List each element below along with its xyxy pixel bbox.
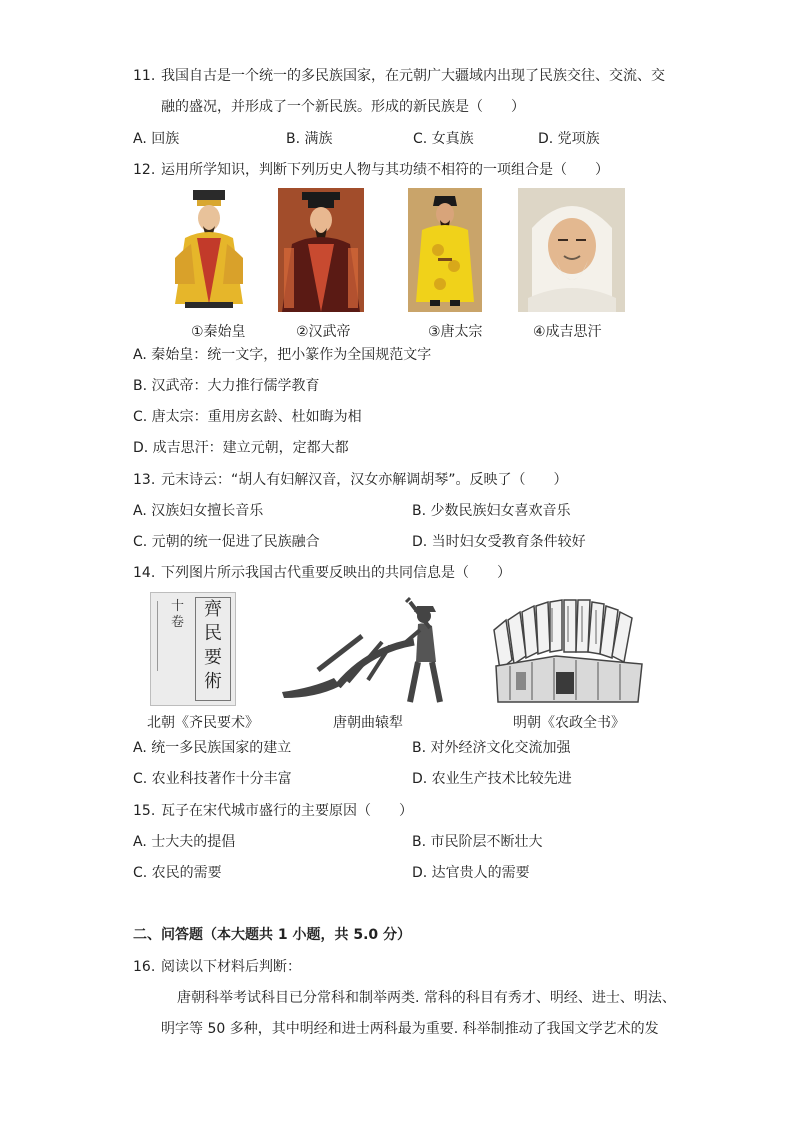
q12-caption-1: ①秦始皇 <box>191 324 246 340</box>
q11-option-d: D. 党项族 <box>538 131 600 147</box>
q13-option-a: A. 汉族妇女擅长音乐 <box>133 503 264 519</box>
q11-stem-line2: 融的盛况，并形成了一个新民族。形成的新民族是（ ） <box>161 99 525 115</box>
q14-option-b: B. 对外经济文化交流加强 <box>412 740 571 756</box>
q12-option-d: D. 成吉思汗：建立元朝，定都大都 <box>133 440 349 456</box>
q14-number: 14. <box>133 565 156 581</box>
q13-number: 13. <box>133 472 156 488</box>
q14-caption-1: 北朝《齐民要术》 <box>147 715 259 731</box>
q14-option-c: C. 农业科技著作十分丰富 <box>133 771 292 787</box>
tang-taizong-portrait <box>408 188 482 312</box>
q14-caption-3: 明朝《农政全书》 <box>513 715 625 731</box>
book-title-char: 民 <box>204 623 222 644</box>
q11-option-b: B. 满族 <box>286 131 333 147</box>
han-wudi-portrait <box>278 188 364 312</box>
q16-stem: 阅读以下材料后判断： <box>161 959 301 975</box>
q11-option-a: A. 回族 <box>133 131 180 147</box>
book-title-frame <box>195 597 231 701</box>
book-volume-count: 十卷 <box>171 599 185 630</box>
q11-option-c: C. 女真族 <box>413 131 474 147</box>
q11-stem-line1: 我国自古是一个统一的多民族国家，在元朝广大疆域内出现了民族交往、交流、交 <box>161 68 665 84</box>
q13-option-b: B. 少数民族妇女喜欢音乐 <box>412 503 571 519</box>
q12-option-a: A. 秦始皇：统一文字，把小篆作为全国规范文字 <box>133 347 432 363</box>
q14-caption-2: 唐朝曲辕犁 <box>333 715 403 731</box>
curved-plough-illustration <box>278 596 456 706</box>
q12-option-b: B. 汉武帝：大力推行儒学教育 <box>133 378 320 394</box>
q15-stem: 瓦子在宋代城市盛行的主要原因（ ） <box>161 803 413 819</box>
qimin-yaoshu-book-image <box>150 592 236 706</box>
q14-stem: 下列图片所示我国古代重要反映出的共同信息是（ ） <box>161 565 511 581</box>
q15-option-b: B. 市民阶层不断壮大 <box>412 834 543 850</box>
book-title-char: 術 <box>204 671 222 692</box>
q12-caption-2: ②汉武帝 <box>296 324 351 340</box>
q13-option-c: C. 元朝的统一促进了民族融合 <box>133 534 320 550</box>
q15-option-a: A. 士大夫的提倡 <box>133 834 236 850</box>
section-2-title: 二、问答题（本大题共 1 小题，共 5.0 分） <box>133 927 412 943</box>
nongzheng-quanshu-books-image <box>492 592 646 706</box>
q12-number: 12. <box>133 162 156 178</box>
q15-option-d: D. 达官贵人的需要 <box>412 865 530 881</box>
q14-option-a: A. 统一多民族国家的建立 <box>133 740 292 756</box>
q15-option-c: C. 农民的需要 <box>133 865 222 881</box>
book-side-note-column <box>157 601 168 671</box>
q13-stem: 元末诗云：“胡人有妇解汉音，汉女亦解调胡琴”。反映了（ ） <box>161 472 568 488</box>
q12-caption-3: ③唐太宗 <box>428 324 483 340</box>
q14-option-d: D. 农业生产技术比较先进 <box>412 771 572 787</box>
q12-stem: 运用所学知识，判断下列历史人物与其功绩不相符的一项组合是（ ） <box>161 162 609 178</box>
q16-number: 16. <box>133 959 156 975</box>
q13-option-d: D. 当时妇女受教育条件较好 <box>412 534 586 550</box>
q16-material-line2: 明字等 50 多种，其中明经和进士两科最为重要. 科举制推动了我国文学艺术的发 <box>161 1021 659 1037</box>
q12-caption-4: ④成吉思汗 <box>533 324 602 340</box>
q11-number: 11. <box>133 68 156 84</box>
qin-shi-huang-portrait <box>167 188 251 312</box>
q15-number: 15. <box>133 803 156 819</box>
genghis-khan-portrait <box>518 188 625 312</box>
book-title-char: 要 <box>204 647 222 668</box>
book-title-char: 齊 <box>204 599 222 620</box>
q12-option-c: C. 唐太宗：重用房玄龄、杜如晦为相 <box>133 409 362 425</box>
q16-material-line1: 唐朝科举考试科目已分常科和制举两类. 常科的科目有秀才、明经、进士、明法、 <box>177 990 676 1006</box>
